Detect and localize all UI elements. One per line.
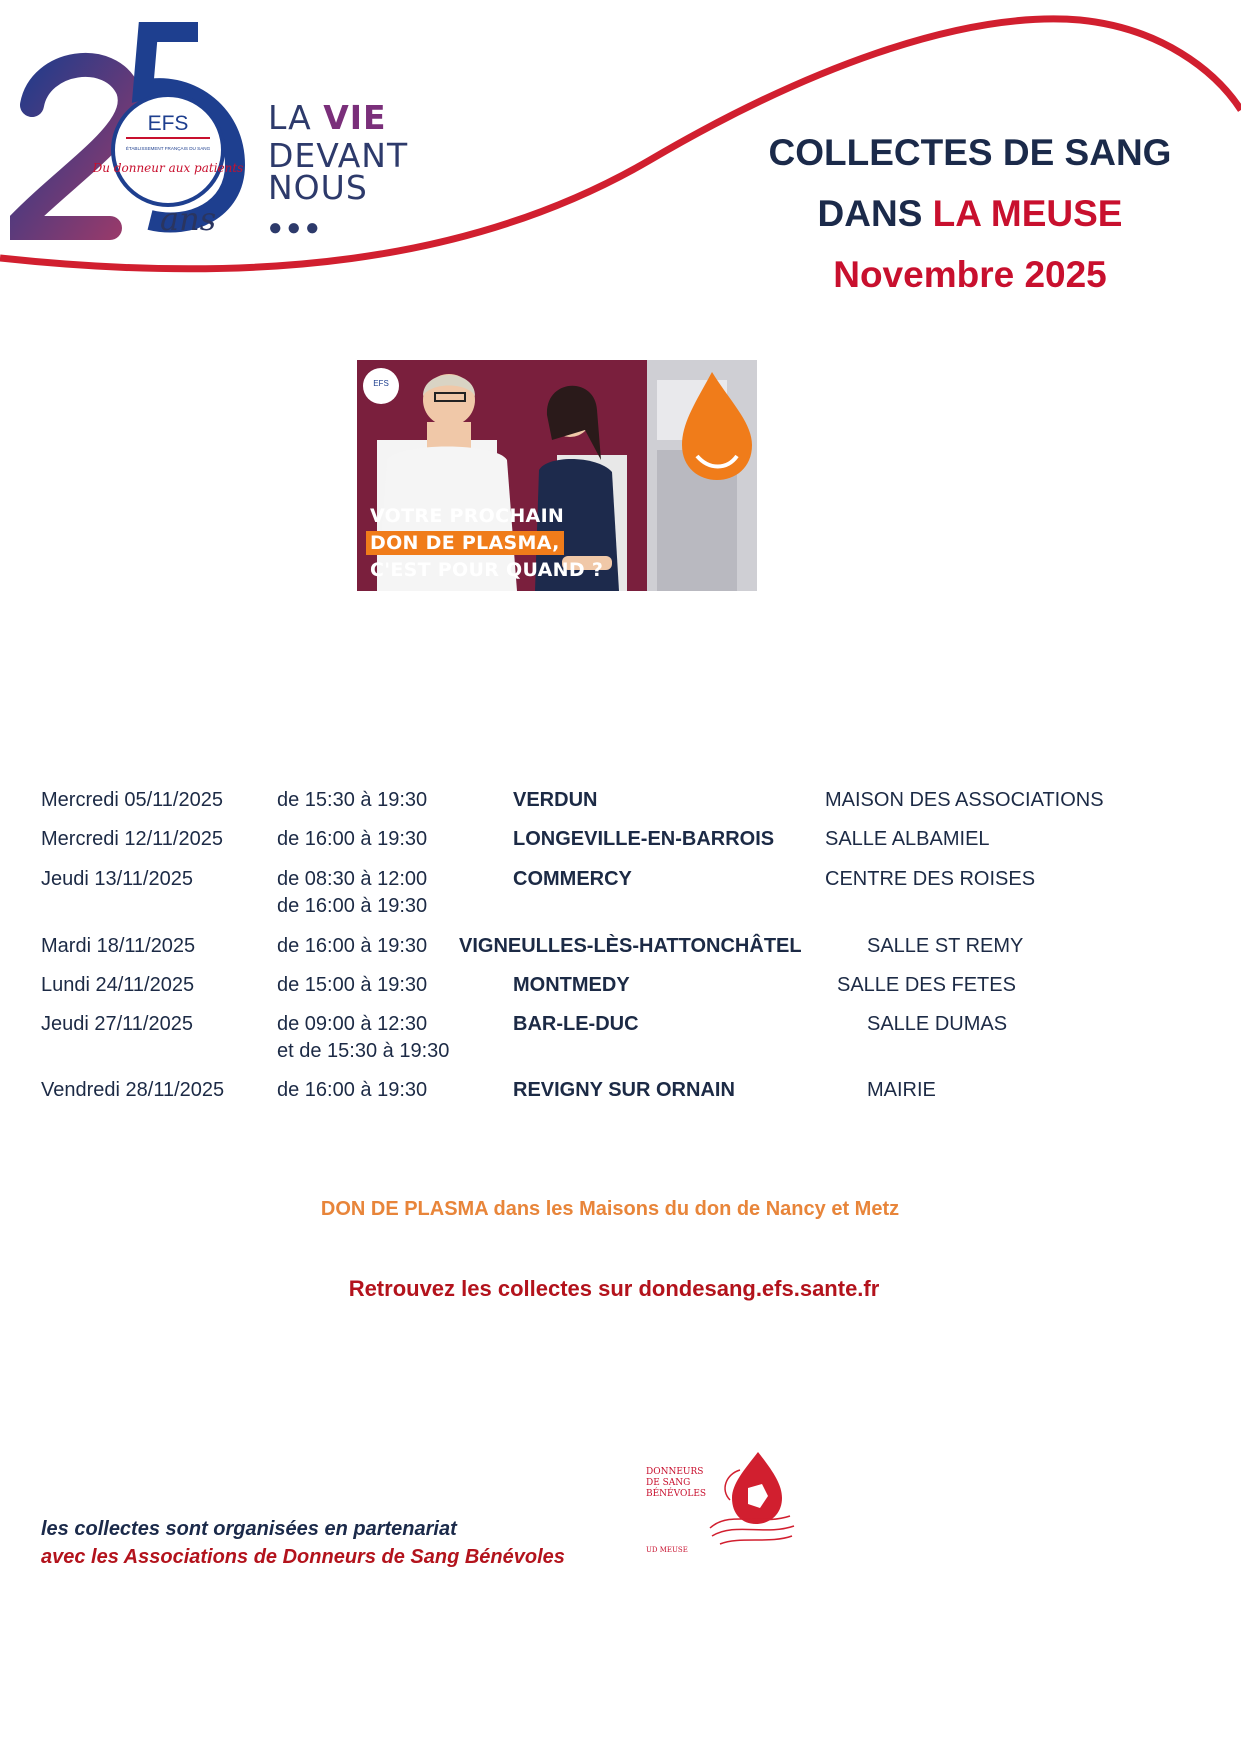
partnership-line-1: les collectes sont organisées en partenariat: [41, 1518, 457, 1540]
collection-town: COMMERCY: [513, 868, 632, 890]
collection-time: de 16:00 à 19:30: [277, 895, 428, 917]
collection-date: Mercredi 05/11/2025: [41, 789, 223, 811]
photo-text-line-1: VOTRE PROCHAIN: [370, 505, 565, 527]
collection-venue: SALLE DES FETES: [837, 974, 1016, 996]
title-line-2: DANS LA MEUSE: [817, 193, 1123, 234]
collection-town: BAR-LE-DUC: [513, 1013, 639, 1035]
slogan-line-2: DEVANT: [268, 136, 409, 175]
collection-date: Mardi 18/11/2025: [41, 935, 196, 957]
collection-date: Mercredi 12/11/2025: [41, 828, 223, 850]
collection-venue: SALLE ST REMY: [867, 935, 1024, 957]
svg-text:Du donneur aux patients: Du donneur aux patients: [92, 161, 244, 175]
title-line-3: Novembre 2025: [833, 254, 1107, 295]
svg-text:DE SANG: DE SANG: [646, 1478, 691, 1488]
collection-time: de 16:00 à 19:30: [277, 935, 428, 957]
website-note: Retrouvez les collectes sur dondesang.efs.sante.fr: [348, 1276, 880, 1301]
collection-venue: SALLE DUMAS: [867, 1013, 1008, 1035]
collection-date: Jeudi 27/11/2025: [41, 1013, 193, 1035]
svg-text:DONNEURS: DONNEURS: [646, 1467, 704, 1477]
donneurs-de-sang-logo: [640, 1440, 800, 1560]
efs-25-ans-logo: [10, 20, 255, 245]
collection-town: VERDUN: [513, 789, 598, 811]
slogan-line-1: LA VIE: [268, 98, 387, 137]
title-line-1: COLLECTES DE SANG: [768, 132, 1172, 173]
collection-town: LONGEVILLE-EN-BARROIS: [513, 828, 775, 850]
svg-text:BÉNÉVOLES: BÉNÉVOLES: [646, 1489, 707, 1499]
svg-text:ÉTABLISSEMENT FRANÇAIS DU SANG: ÉTABLISSEMENT FRANÇAIS DU SANG: [125, 146, 211, 151]
photo-text-line-3: C'EST POUR QUAND ?: [370, 559, 604, 581]
svg-text:ans: ans: [160, 200, 217, 238]
collection-town: MONTMEDY: [513, 974, 630, 996]
collection-time: de 09:00 à 12:30: [277, 1013, 428, 1035]
partnership-line-2: avec les Associations de Donneurs de Sang Bénévoles: [41, 1546, 565, 1568]
collection-time: de 15:30 à 19:30: [277, 789, 428, 811]
svg-text:UD MEUSE: UD MEUSE: [646, 1546, 688, 1554]
collection-venue: SALLE ALBAMIEL: [825, 828, 990, 850]
collection-venue: MAIRIE: [867, 1079, 936, 1101]
collection-time: de 08:30 à 12:00: [277, 868, 428, 890]
collection-venue: CENTRE DES ROISES: [825, 868, 1036, 890]
collection-date: Jeudi 13/11/2025: [41, 868, 193, 890]
collection-venue: MAISON DES ASSOCIATIONS: [825, 789, 1104, 811]
collection-town: REVIGNY SUR ORNAIN: [513, 1079, 735, 1101]
collection-time: de 16:00 à 19:30: [277, 1079, 428, 1101]
collection-date: Vendredi 28/11/2025: [41, 1079, 225, 1101]
collection-town: VIGNEULLES-LÈS-HATTONCHÂTEL: [459, 935, 802, 957]
slogan-dots: ●●●: [268, 214, 324, 241]
collection-time: de 15:00 à 19:30: [277, 974, 428, 996]
svg-text:EFS: EFS: [373, 379, 389, 388]
collection-date: Lundi 24/11/2025: [41, 974, 195, 996]
collection-time: et de 15:30 à 19:30: [277, 1040, 450, 1062]
collection-time: de 16:00 à 19:30: [277, 828, 428, 850]
svg-text:EFS: EFS: [147, 112, 189, 135]
plasma-note: DON DE PLASMA dans les Maisons du don de Nancy et Metz: [320, 1198, 900, 1220]
plasma-donation-photo: [357, 360, 757, 591]
slogan-line-3: NOUS: [268, 168, 368, 207]
photo-text-line-2: DON DE PLASMA,: [366, 531, 564, 555]
